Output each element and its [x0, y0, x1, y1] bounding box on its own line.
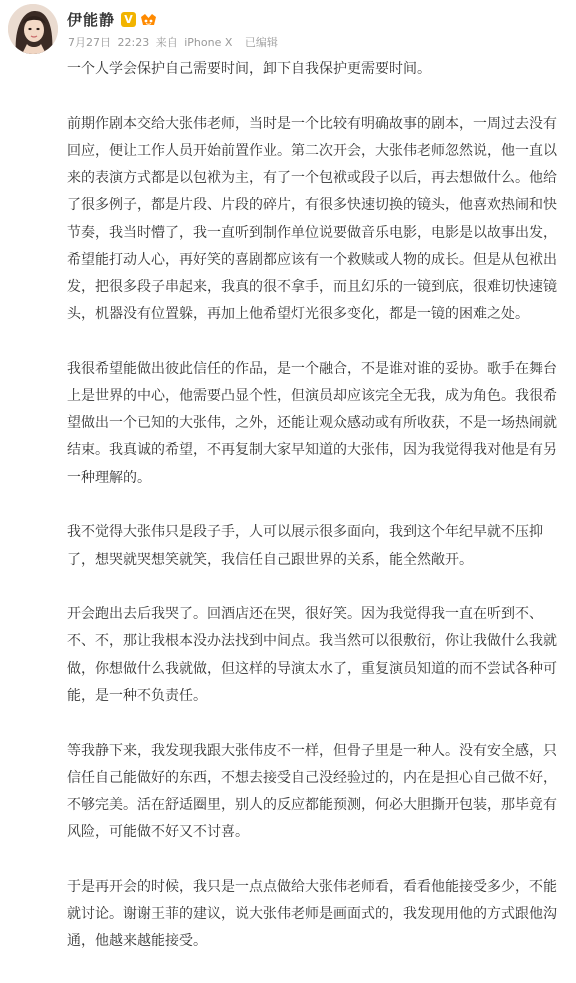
avatar[interactable]	[8, 4, 58, 54]
post-content	[67, 56, 559, 983]
verified-badge-icon[interactable]: V	[121, 12, 136, 27]
paragraph: 一个人学会保护自己需要时间，卸下自我保护更需要时间。	[67, 61, 431, 77]
source-prefix: 来自	[155, 36, 178, 49]
paragraph: 于是再开会的时候，我只是一点点做给大张伟老师看，看看他能接受多少，不能就讨论。谢谢王菲的建议，说大张伟老师是画面式的，我发现用他的方式跟他沟通，他越来越能接受。	[67, 878, 557, 950]
author-name[interactable]: 伊能静	[67, 10, 116, 29]
post-header	[0, 0, 576, 60]
paragraph: 等我静下来，我发现我跟大张伟皮不一样，但骨子里是一种人。没有安全感，只信任自己能做好的东西，不想去接受自己没经验过的，内在是担心自己做不好，不够完美。活在舒适圈里，别人的反应都能预测，何必大胆撕开包装，那毕竟有风险，可能做不好又不讨喜。	[67, 742, 557, 841]
post-source: iPhone X	[184, 36, 233, 49]
author-row	[67, 8, 157, 30]
post-meta	[68, 34, 281, 50]
avatar-photo-icon	[8, 4, 58, 54]
paragraph: 前期作剧本交给大张伟老师，当时是一个比较有明确故事的剧本，一周过去没有回应，便让工作人员开始前置作业。第二次开会，大张伟老师忽然说，他一直以来的表演方式都是以包袱为主，有了一个包袱或段子以后，再去想做什么。他给了很多例子，都是片段、片段的碎片，有很多快速切换的镜头，他喜欢热闹和快节奏，我当时懵了，我一直听到制作单位说要做音乐电影，电影是以故事出发，希望能打动人心，再好笑的喜剧都应该有一个救赎或人物的成长。但是从包袱出发，把很多段子串起来，我真的很不拿手，而且幻乐的一镜到底，很难切快速镜头，机器没有位置躲，再加上他希望灯光很多变化，都是一镜的困难之处。	[67, 115, 557, 323]
paragraph: 开会跑出去后我哭了。回酒店还在哭，很好笑。因为我觉得我一直在听到不、不、不，那让我根本没办法找到中间点。我当然可以很敷衍，你让我做什么我就做，你想做什么我就做，但这样的导演太水了，重复演员知道的而不尝试各种可能，是一种不负责任。	[67, 606, 557, 704]
vip-member-icon[interactable]	[140, 12, 157, 27]
edited-label[interactable]: 已编辑	[244, 36, 278, 49]
post-time[interactable]: 22:23	[117, 36, 150, 49]
paragraph: 我不觉得大张伟只是段子手，人可以展示很多面向，我到这个年纪早就不压抑了，想哭就哭想笑就笑，我信任自己跟世界的关系，能全然敞开。	[67, 524, 543, 568]
post-date[interactable]: 7月27日	[68, 36, 111, 49]
paragraph: 我很希望能做出彼此信任的作品，是一个融合，不是谁对谁的妥协。歌手在舞台上是世界的中心，他需要凸显个性，但演员却应该完全无我，成为角色。我很希望做出一个已知的大张伟，之外，还能让观众感动或有所收获，不是一场热闹就结束。我真诚的希望，不再复制大家早知道的大张伟，因为我觉得我对他是有另一种理解的。	[67, 360, 557, 486]
